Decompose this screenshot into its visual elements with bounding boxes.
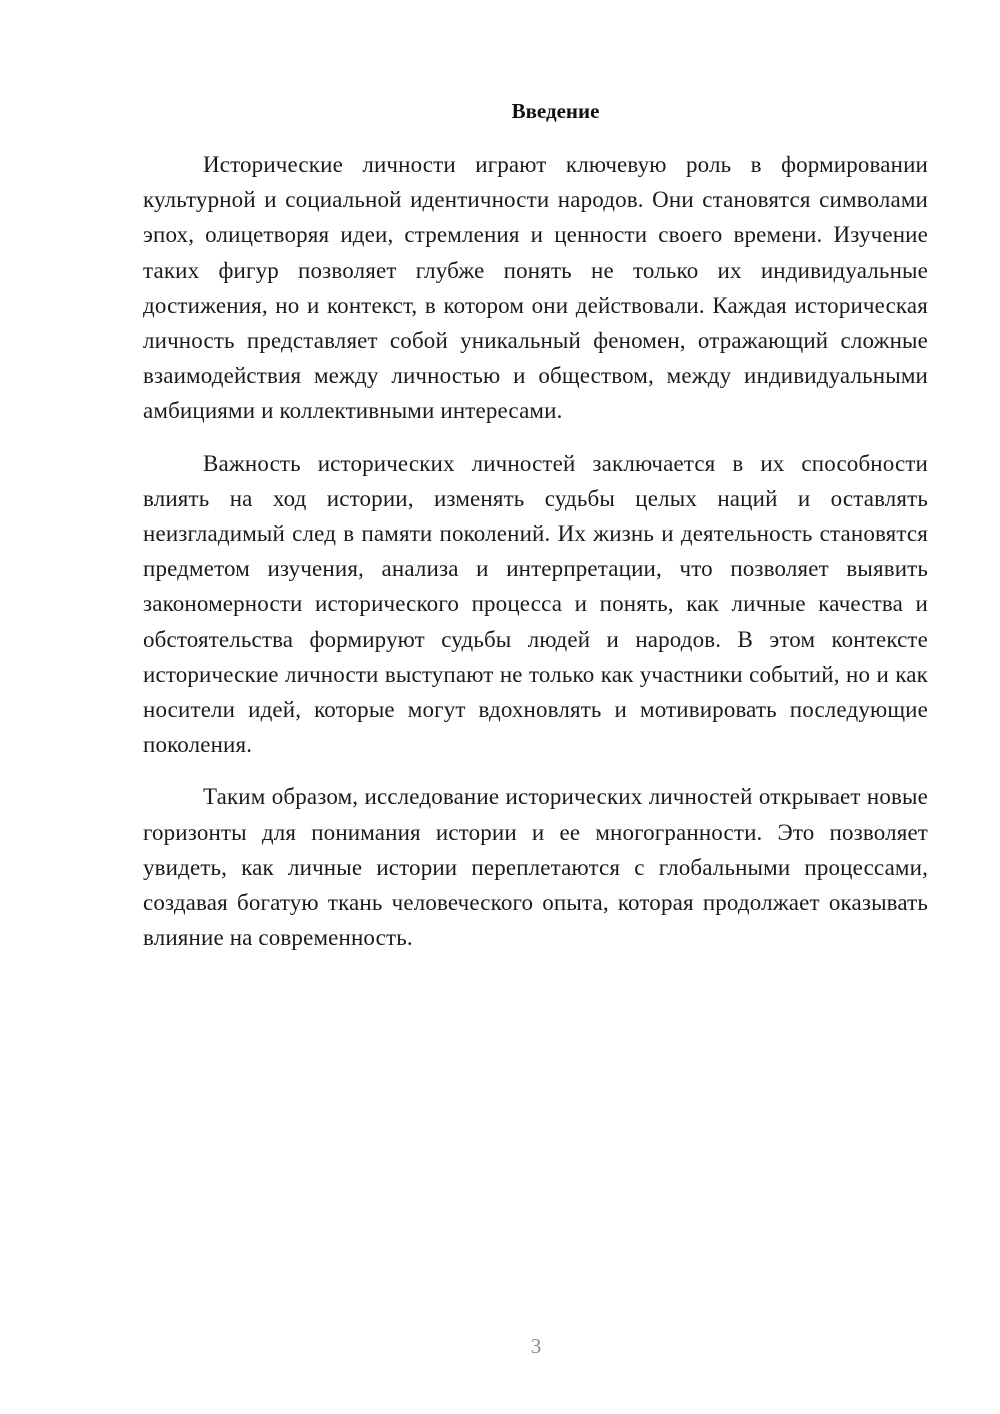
page-content [143, 97, 928, 972]
section-heading: Введение [511, 99, 600, 123]
paragraph-3: Таким образом, исследование исторических личностей открывает новые горизонты для понимания истории и ее многогранности. Это позволяет увидеть, как личные истории переплетаются с глобальными процессами, создавая богатую ткань человеческого опыта, которая продолжает оказывать влияние на современность. [143, 784, 928, 951]
paragraph-1: Исторические личности играют ключевую роль в формировании культурной и социальной идентичности народов. Они становятся символами эпох, олицетворяя идеи, стремления и ценности своего времени. Изучение таких фигур позволяет глубже понять не только их индивидуальные достижения, но и контекст, в котором они действовали. Каждая историческая личность представляет собой уникальный феномен, отражающий сложные взаимодействия между личностью и обществом, между индивидуальными амбициями и коллективными интересами. [143, 152, 928, 424]
page-number: 3 [530, 1334, 542, 1358]
paragraph-2: Важность исторических личностей заключается в их способности влиять на ход истории, изменять судьбы целых наций и оставлять неизгладимый след в памяти поколений. Их жизнь и деятельность становятся предметом изучения, анализа и интерпретации, что позволяет выявить закономерности исторического процесса и понять, как личные качества и обстоятельства формируют судьбы людей и народов. В этом контексте исторические личности выступают не только как участники событий, но и как носители идей, которые могут вдохновлять и мотивировать последующие поколения. [143, 450, 928, 758]
